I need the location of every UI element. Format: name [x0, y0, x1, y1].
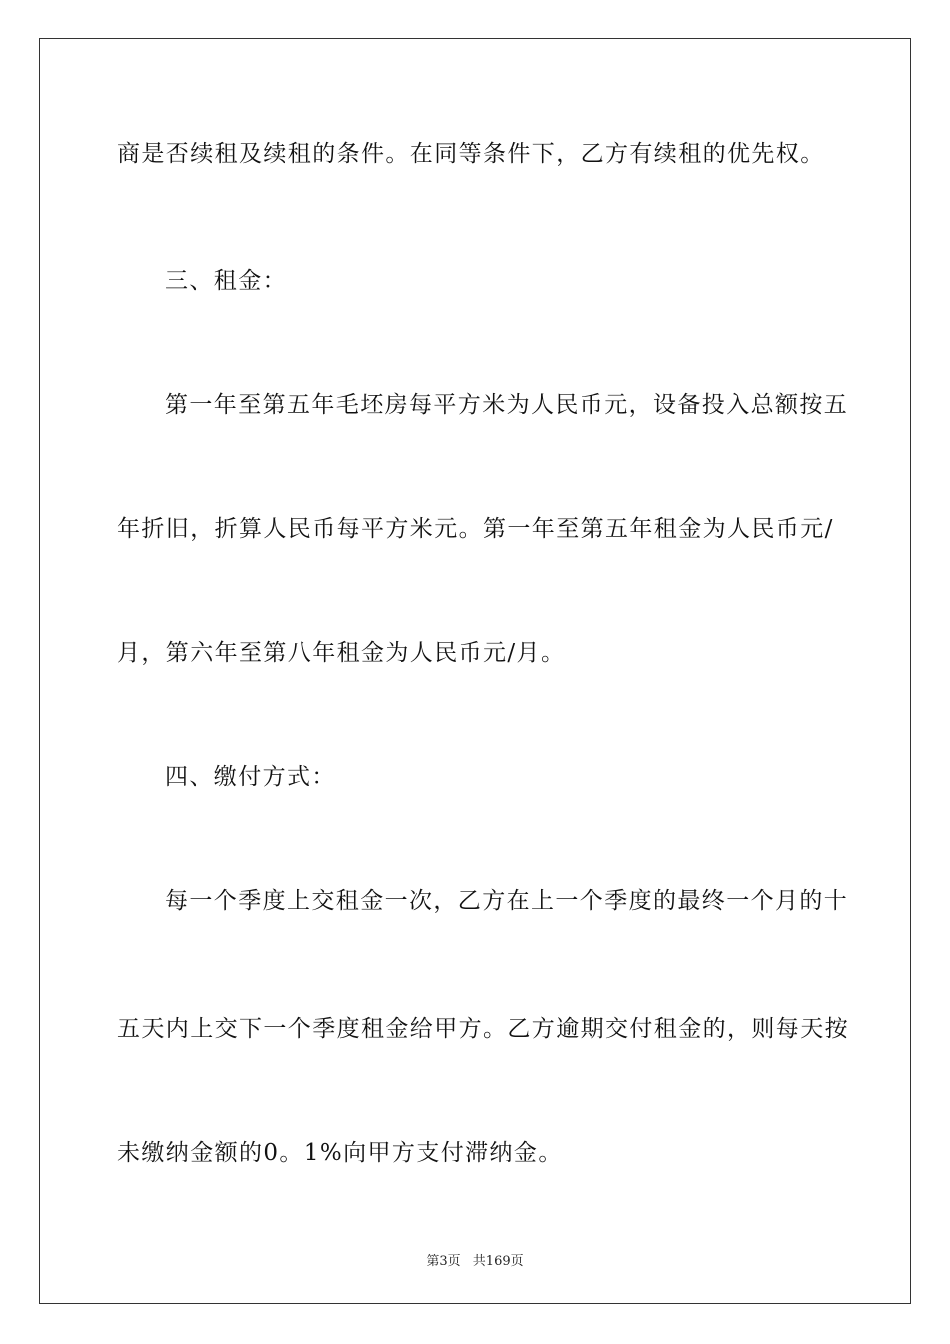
text-line-4: 年折旧，折算人民币每平方米元。第一年至第五年租金为人民币元/ [117, 516, 834, 542]
page-border [39, 38, 911, 1304]
section-heading-rent: 三、租金： [165, 268, 287, 294]
text-line-9: 未缴纳金额的0。1%向甲方支付滞纳金。 [117, 1140, 563, 1166]
text-line-1: 商是否续租及续租的条件。在同等条件下，乙方有续租的优先权。 [117, 141, 825, 167]
text-line-3: 第一年至第五年毛坯房每平方米为人民币元，设备投入总额按五 [165, 392, 849, 418]
section-heading-payment: 四、缴付方式： [165, 764, 336, 790]
total-pages: 共169页 [472, 1254, 524, 1269]
text-line-7: 每一个季度上交租金一次，乙方在上一个季度的最终一个月的十 [165, 888, 849, 914]
page-footer [0, 1250, 950, 1269]
text-line-8: 五天内上交下一个季度租金给甲方。乙方逾期交付租金的，则每天按 [117, 1016, 849, 1042]
page-number: 第3页 [426, 1254, 461, 1269]
text-line-5: 月，第六年至第八年租金为人民币元/月。 [117, 640, 566, 666]
